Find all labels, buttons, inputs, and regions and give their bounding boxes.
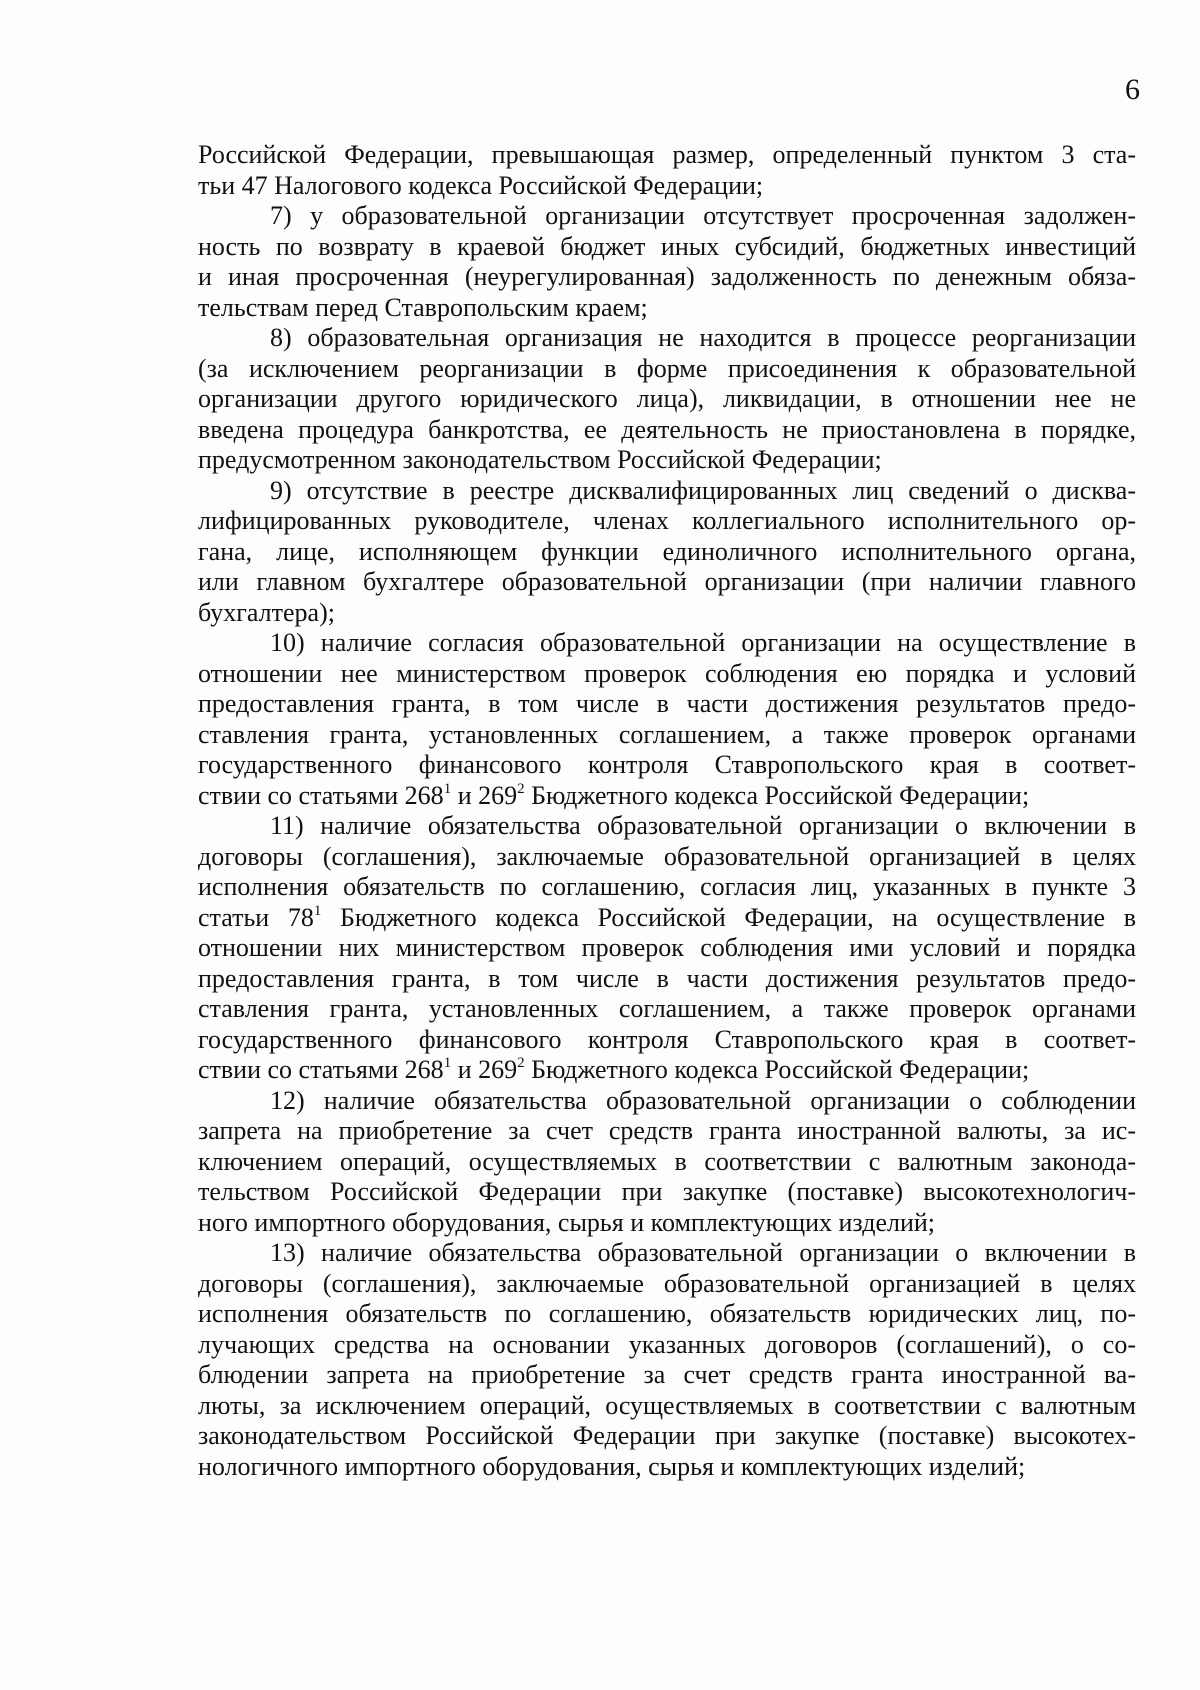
list-item-9 xyxy=(198,476,1136,629)
list-item-8 xyxy=(198,323,1136,476)
superscript: 1 xyxy=(443,780,452,797)
text-line: 7) у образовательной организации отсутствует просроченная задолжен- xyxy=(270,201,1136,230)
text-line: государственного финансового контроля Ставропольского края в соответ- xyxy=(198,1024,1136,1054)
text-line: тьи 47 Налогового кодекса Российской Федерации; xyxy=(198,170,764,200)
text-line: тельствам перед Ставропольским краем; xyxy=(198,292,648,322)
list-item-7 xyxy=(198,201,1136,323)
superscript: 1 xyxy=(443,1055,452,1071)
text-line: люты, за исключением операций, осуществляемых в соответствии с валютным xyxy=(198,1390,1136,1420)
text-line: ключением операций, осуществляемых в соответствии с валютным законода- xyxy=(198,1146,1136,1176)
text-line: договоры (соглашения), заключаемые образовательной организацией в целях xyxy=(198,841,1136,871)
text-line: запрета на приобретение за счет средств гранта иностранной валюты, за ис- xyxy=(198,1116,1136,1145)
text-line-with-superscripts xyxy=(198,781,1136,812)
text-line: предусмотренном законодательством Российской Федерации; xyxy=(198,445,882,474)
text-line: (за исключением реорганизации в форме присоединения к образовательной xyxy=(198,353,1136,383)
text-line: блюдении запрета на приобретение за счет средств гранта иностранной ва- xyxy=(198,1360,1136,1389)
text-line: гана, лице, исполняющем функции единоличного исполнительного органа, xyxy=(198,536,1136,566)
text-line: тельством Российской Федерации при закупке (поставке) высокотехнологич- xyxy=(198,1177,1136,1206)
text-line: 10) наличие согласия образовательной организации на осуществление в xyxy=(270,628,1136,657)
text-line: законодательством Российской Федерации при закупке (поставке) высокотех- xyxy=(198,1421,1136,1450)
text-line: ставления гранта, установленных соглашением, а также проверок органами xyxy=(198,994,1136,1023)
text-line: отношении нее министерством проверок соблюдения ею порядка и условий xyxy=(198,658,1136,688)
list-item-12 xyxy=(198,1086,1136,1239)
text-line: бухгалтера); xyxy=(198,597,335,627)
text-line: 9) отсутствие в реестре дисквалифицированных лиц сведений о дисква- xyxy=(270,475,1136,505)
line-fragment: Бюджетного кодекса Российской Федерации; xyxy=(524,780,1030,810)
line-fragment: статьи 78 xyxy=(198,902,314,932)
text-line: и иная просроченная (неурегулированная) задолженность по денежным обяза- xyxy=(198,262,1136,291)
text-line: ного импортного оборудования, сырья и комплектующих изделий; xyxy=(198,1207,936,1237)
text-line: 11) наличие обязательства образовательной организации о включении в xyxy=(270,811,1136,840)
text-line-with-superscripts xyxy=(198,1055,1136,1086)
text-line: предоставления гранта, в том числе в части достижения результатов предо- xyxy=(198,689,1136,718)
line-fragment: Бюджетного кодекса Российской Федерации, на осуществление в xyxy=(321,902,1136,932)
line-fragment: и 269 xyxy=(451,1055,518,1084)
text-line: нологичного импортного оборудования, сырья и комплектующих изделий; xyxy=(198,1451,1026,1481)
text-line-with-superscripts xyxy=(198,903,1136,934)
text-line: ность по возврату в краевой бюджет иных субсидий, бюджетных инвестиций xyxy=(198,231,1136,261)
text-line: предоставления гранта, в том числе в части достижения результатов предо- xyxy=(198,963,1136,993)
document-body xyxy=(198,140,1136,1482)
list-item-11 xyxy=(198,811,1136,1086)
superscript: 1 xyxy=(313,902,322,919)
text-line: 8) образовательная организация не находится в процессе реорганизации xyxy=(270,323,1136,352)
text-line: лучающих средства на основании указанных договоров (соглашений), о со- xyxy=(198,1329,1136,1359)
text-line: отношении них министерством проверок соблюдения ими условий и порядка xyxy=(198,933,1136,962)
superscript: 2 xyxy=(517,1055,525,1071)
list-item-10 xyxy=(198,628,1136,811)
paragraph-continuation xyxy=(198,140,1136,201)
text-line: исполнения обязательств по соглашению, обязательств юридических лиц, по- xyxy=(198,1299,1136,1328)
text-line: ставления гранта, установленных соглашением, а также проверок органами xyxy=(198,719,1136,749)
line-fragment: Бюджетного кодекса Российской Федерации; xyxy=(524,1055,1030,1084)
text-line: Российской Федерации, превышающая размер, определенный пунктом 3 ста- xyxy=(198,140,1136,169)
text-line: лифицированных руководителе, членах коллегиального исполнительного ор- xyxy=(198,506,1136,535)
text-line: исполнения обязательств по соглашению, согласия лиц, указанных в пункте 3 xyxy=(198,872,1136,901)
text-line: 13) наличие обязательства образовательной организации о включении в xyxy=(270,1238,1136,1267)
superscript: 2 xyxy=(517,780,525,797)
page-number: 6 xyxy=(1125,73,1140,106)
list-item-13 xyxy=(198,1238,1136,1482)
text-line: 12) наличие обязательства образовательной организации о соблюдении xyxy=(270,1085,1136,1115)
text-line: или главном бухгалтере образовательной организации (при наличии главного xyxy=(198,567,1136,596)
line-fragment: ствии со статьями 268 xyxy=(198,780,444,810)
text-line: организации другого юридического лица), ликвидации, в отношении нее не xyxy=(198,384,1136,413)
text-line: введена процедура банкротства, ее деятельность не приостановлена в порядке, xyxy=(198,414,1136,444)
text-line: договоры (соглашения), заключаемые образовательной организацией в целях xyxy=(198,1268,1136,1298)
line-fragment: и 269 xyxy=(451,780,518,810)
line-fragment: ствии со статьями 268 xyxy=(198,1055,444,1084)
text-line: государственного финансового контроля Ставропольского края в соответ- xyxy=(198,750,1136,779)
